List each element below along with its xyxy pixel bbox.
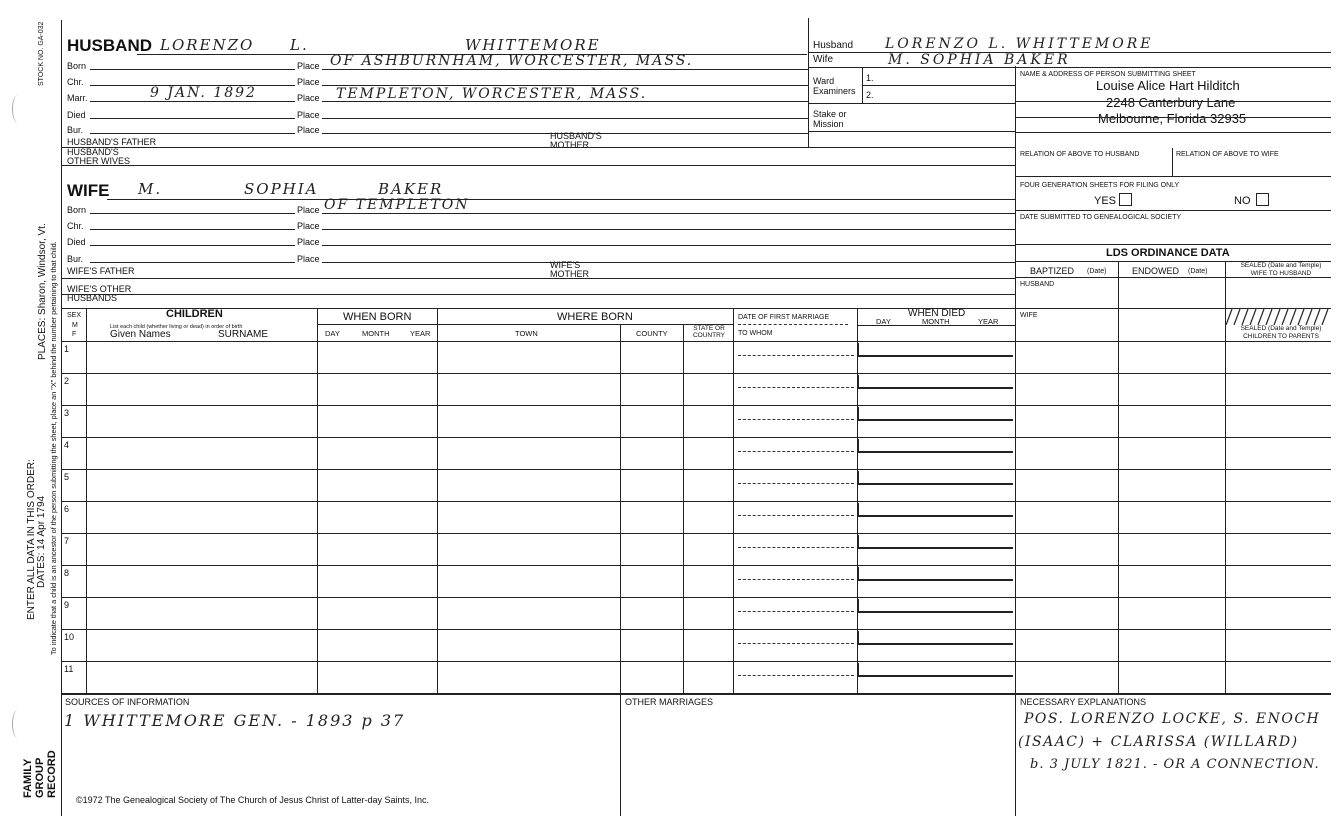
- husband-father-label: HUSBAND'S FATHER: [67, 137, 157, 147]
- line: [317, 324, 437, 325]
- place-label: Place: [297, 221, 320, 231]
- line: [1015, 277, 1331, 278]
- stock-number: STOCK NO. GA-032: [38, 21, 45, 86]
- copyright: ©1972 The Genealogical Society of The Church of Jesus Christ of Latter-day Saints, Inc.: [76, 795, 429, 805]
- line: [738, 324, 848, 325]
- child-row-line: [61, 629, 1331, 630]
- wife-middle-name: SOPHIA: [244, 180, 319, 198]
- line: [61, 147, 1015, 148]
- lds-endowed-sub: (Date): [1188, 268, 1208, 275]
- died-line-tick: [857, 503, 859, 515]
- lds-title: LDS ORDINANCE DATA: [1106, 247, 1230, 259]
- died-line-tick: [857, 407, 859, 419]
- died-line: [857, 451, 1013, 453]
- wife-title: WIFE: [67, 181, 110, 200]
- died-line-tick: [857, 471, 859, 483]
- line: [1015, 132, 1331, 133]
- marriage-dash: [738, 611, 854, 612]
- child-row-line: [61, 597, 1331, 598]
- child-row-line: [61, 661, 1331, 662]
- died-line: [857, 419, 1013, 421]
- relation-husband-label: RELATION OF ABOVE TO HUSBAND: [1020, 151, 1140, 158]
- lds-husband: HUSBAND: [1020, 281, 1055, 288]
- wife-father-label: WIFE'S FATHER: [67, 266, 135, 276]
- lds-baptized: BAPTIZED: [1030, 266, 1075, 276]
- lds-wife: WIFE: [1020, 312, 1038, 319]
- explanations-label: NECESSARY EXPLANATIONS: [1020, 697, 1147, 707]
- line: [683, 324, 684, 694]
- place-label: Place: [297, 110, 320, 120]
- examiners-label: Examiners: [813, 86, 856, 96]
- line: [90, 133, 295, 134]
- line: [1015, 244, 1331, 245]
- when-born-label: WHEN BORN: [343, 311, 412, 323]
- wife-born-place: OF TEMPLETON: [324, 197, 470, 213]
- lds-sealed-wife: SEALED (Date and Temple) WIFE TO HUSBAND: [1240, 262, 1322, 277]
- line: [1015, 117, 1331, 118]
- lds-endowed: ENDOWED: [1132, 266, 1179, 276]
- husband-title: HUSBAND: [67, 36, 152, 55]
- husband-died-label: Died: [67, 110, 86, 120]
- wife-name-line: [107, 199, 1015, 200]
- died-line: [857, 675, 1013, 677]
- wife-bur-label: Bur.: [67, 254, 84, 264]
- child-row-number: 10: [64, 632, 75, 642]
- marriage-dash: [738, 451, 854, 452]
- sex-f: F: [72, 331, 77, 338]
- line: [61, 165, 1015, 166]
- line: [61, 294, 1015, 295]
- husband-bur-label: Bur.: [67, 125, 84, 135]
- lds-sealed-children: SEALED (Date and Temple) CHILDREN TO PARENTS: [1240, 325, 1322, 340]
- place-label: Place: [297, 93, 320, 103]
- divider-top-right: [808, 18, 809, 148]
- marriage-dash: [738, 419, 854, 420]
- place-label: Place: [297, 254, 320, 264]
- place-label: Place: [297, 237, 320, 247]
- husband-chr-label: Chr.: [67, 77, 84, 87]
- husband-marr-label: Marr.: [67, 93, 88, 103]
- died-line-tick: [857, 567, 859, 579]
- child-row-number: 1: [64, 344, 70, 354]
- submitter-city: Melbourne, Florida 32935: [1098, 111, 1247, 126]
- sources-label: SOURCES OF INFORMATION: [65, 697, 190, 707]
- child-row-line: [61, 437, 1331, 438]
- died-line: [857, 643, 1013, 645]
- given-names-label: Given Names: [110, 329, 171, 340]
- examiner-1: 1.: [866, 73, 874, 83]
- husband-born-place: OF ASHBURNHAM, WORCESTER, MASS.: [330, 53, 694, 69]
- child-row-number: 2: [64, 376, 70, 386]
- submitter-label: NAME & ADDRESS OF PERSON SUBMITTING SHEET: [1020, 71, 1196, 78]
- child-row-number: 9: [64, 600, 70, 610]
- state-country-label: STATE OR COUNTRY: [692, 325, 726, 339]
- date-submitted-label: DATE SUBMITTED TO GENEALOGICAL SOCIETY: [1020, 214, 1182, 221]
- child-row-number: 11: [64, 664, 74, 674]
- line: [90, 213, 295, 214]
- child-row-number: 5: [64, 472, 70, 482]
- yes-checkbox[interactable]: [1119, 193, 1132, 206]
- died-month: MONTH: [922, 317, 950, 326]
- line: [857, 325, 1015, 326]
- marriage-dash: [738, 515, 854, 516]
- born-month: MONTH: [362, 329, 390, 338]
- line: [90, 245, 295, 246]
- husband-marr-date: 9 JAN. 1892: [150, 85, 257, 101]
- form-title-record: RECORD: [46, 750, 58, 798]
- line: [808, 131, 1015, 132]
- explanation-line-2: (ISAAC) + CLARISSA (WILLARD): [1018, 734, 1299, 750]
- yes-label: YES: [1094, 195, 1117, 207]
- line: [862, 85, 1015, 86]
- sources-text: 1 WHITTEMORE GEN. - 1893 p 37: [64, 711, 406, 730]
- husband-marr-place: TEMPLETON, WORCESTER, MASS.: [336, 86, 648, 102]
- place-label: Place: [297, 205, 320, 215]
- punch-hole-mark: [12, 95, 23, 123]
- ancestor-instruction: To indicate that a child is an ancestor of the person submitting the sheet, place an "X" behind the number pertaining to that child.: [49, 241, 58, 655]
- marriage-dash: [738, 547, 854, 548]
- children-note: List each child (whether living or dead) in order of birth: [110, 324, 243, 330]
- died-line: [857, 355, 1013, 357]
- child-row-line: [61, 405, 1331, 406]
- wife-last-name: BAKER: [378, 180, 444, 198]
- submitter-name: Louise Alice Hart Hilditch: [1096, 78, 1240, 93]
- form-title-family: FAMILY: [22, 758, 34, 798]
- died-line: [857, 611, 1013, 613]
- places-order: PLACES: Sharon, Windsor, Vt.: [37, 223, 48, 360]
- husband-middle-name: L.: [290, 36, 309, 54]
- line: [322, 118, 808, 119]
- line: [322, 262, 1015, 263]
- husband-born-label: Born: [67, 61, 87, 71]
- stake-label: Stake or: [813, 109, 847, 119]
- place-label: Place: [297, 77, 320, 87]
- lds-baptized-sub: (Date): [1087, 268, 1107, 275]
- no-label: NO: [1234, 195, 1251, 207]
- died-line-tick: [857, 343, 859, 355]
- child-row-number: 6: [64, 504, 70, 514]
- wife-born-label: Born: [67, 205, 87, 215]
- children-title: CHILDREN: [166, 308, 223, 320]
- child-row-number: 8: [64, 568, 70, 578]
- when-died-label: WHEN DIED: [908, 308, 966, 319]
- husband-first-name: LORENZO: [160, 36, 255, 54]
- right-husband-label: Husband: [813, 40, 854, 51]
- sex-label: SEX: [67, 312, 82, 319]
- line: [61, 341, 1331, 342]
- right-wife-name: M. SOPHIA BAKER: [888, 52, 1071, 68]
- died-line-tick: [857, 663, 859, 675]
- line: [322, 245, 1015, 246]
- wife-mother-label: WIFE'S MOTHER: [550, 260, 589, 279]
- born-day: DAY: [325, 329, 340, 338]
- child-row-line: [61, 565, 1331, 566]
- line: [61, 278, 1015, 279]
- surname-label: SURNAME: [218, 329, 269, 340]
- died-line-tick: [857, 375, 859, 387]
- line: [808, 67, 1331, 68]
- died-year: YEAR: [978, 317, 999, 326]
- place-label: Place: [297, 61, 320, 71]
- died-line: [857, 547, 1013, 549]
- explanation-line-1: POS. LORENZO LOCKE, S. ENOCH: [1024, 711, 1321, 727]
- wife-first-name: M.: [138, 180, 163, 198]
- dates-order: DATES: 14 Apr 1794: [36, 495, 47, 588]
- line: [90, 118, 295, 119]
- wife-died-label: Died: [67, 237, 86, 247]
- died-line: [857, 387, 1013, 389]
- born-year: YEAR: [410, 329, 431, 338]
- marriage-dash: [738, 643, 854, 644]
- right-wife-label: Wife: [813, 54, 833, 65]
- child-row-number: 7: [64, 536, 70, 546]
- wife-chr-label: Chr.: [67, 221, 84, 231]
- child-row-line: [61, 373, 1331, 374]
- line: [322, 213, 1015, 214]
- child-row-line: [61, 501, 1331, 502]
- line: [1015, 176, 1331, 177]
- line: [1015, 210, 1331, 211]
- line: [90, 262, 295, 263]
- four-gen-label: FOUR GENERATION SHEETS FOR FILING ONLY: [1020, 182, 1180, 189]
- hatched-block: [1226, 309, 1331, 325]
- line: [808, 103, 1015, 104]
- punch-hole-mark: [12, 710, 23, 738]
- died-line-tick: [857, 535, 859, 547]
- no-checkbox[interactable]: [1256, 193, 1269, 206]
- line: [620, 324, 621, 816]
- line: [322, 229, 1015, 230]
- examiner-2: 2.: [866, 90, 874, 100]
- marriage-dash: [738, 355, 854, 356]
- child-row-line: [61, 533, 1331, 534]
- ward-label: Ward: [813, 76, 835, 86]
- left-border: [61, 20, 62, 816]
- line: [61, 308, 1331, 309]
- died-line-tick: [857, 631, 859, 643]
- explanation-line-3: b. 3 JULY 1821. - OR A CONNECTION.: [1030, 757, 1320, 772]
- other-marriages-label: OTHER MARRIAGES: [625, 697, 714, 707]
- line: [61, 694, 1331, 695]
- died-line-tick: [857, 439, 859, 451]
- dates-order-title: ENTER ALL DATA IN THIS ORDER:: [26, 459, 37, 620]
- form-title-group: GROUP: [34, 757, 46, 798]
- relation-wife-label: RELATION OF ABOVE TO WIFE: [1176, 151, 1279, 158]
- line: [1172, 148, 1173, 176]
- where-born-label: WHERE BORN: [557, 311, 633, 323]
- husband-other-wives-label: HUSBAND'S OTHER WIVES: [67, 147, 131, 166]
- marriage-dash: [738, 675, 854, 676]
- marriage-dash: [738, 483, 854, 484]
- line: [90, 69, 295, 70]
- right-husband-name: LORENZO L. WHITTEMORE: [885, 36, 1154, 52]
- husband-mother-label: HUSBAND'S MOTHER: [550, 131, 602, 150]
- child-row-line: [61, 469, 1331, 470]
- died-line-tick: [857, 599, 859, 611]
- line: [1015, 101, 1331, 102]
- to-whom-label: TO WHOM: [738, 330, 773, 337]
- town-label: TOWN: [515, 329, 538, 338]
- sex-m: M: [72, 322, 78, 329]
- line: [322, 69, 808, 70]
- child-row-number: 3: [64, 408, 70, 418]
- died-line: [857, 579, 1013, 581]
- submitter-street: 2248 Canterbury Lane: [1106, 95, 1236, 110]
- county-label: COUNTY: [636, 329, 668, 338]
- marriage-dash: [738, 579, 854, 580]
- mission-label: Mission: [813, 119, 844, 129]
- marriage-dash: [738, 387, 854, 388]
- line: [90, 101, 295, 102]
- died-line: [857, 515, 1013, 517]
- divider-lds: [1015, 66, 1016, 816]
- died-day: DAY: [876, 317, 891, 326]
- husband-last-name: WHITTEMORE: [465, 36, 601, 54]
- wife-other-husbands-label: WIFE'S OTHER HUSBANDS: [67, 284, 132, 303]
- died-line: [857, 483, 1013, 485]
- line: [90, 229, 295, 230]
- child-row-number: 4: [64, 440, 70, 450]
- first-marriage-label: DATE OF FIRST MARRIAGE: [738, 314, 830, 321]
- place-label: Place: [297, 125, 320, 135]
